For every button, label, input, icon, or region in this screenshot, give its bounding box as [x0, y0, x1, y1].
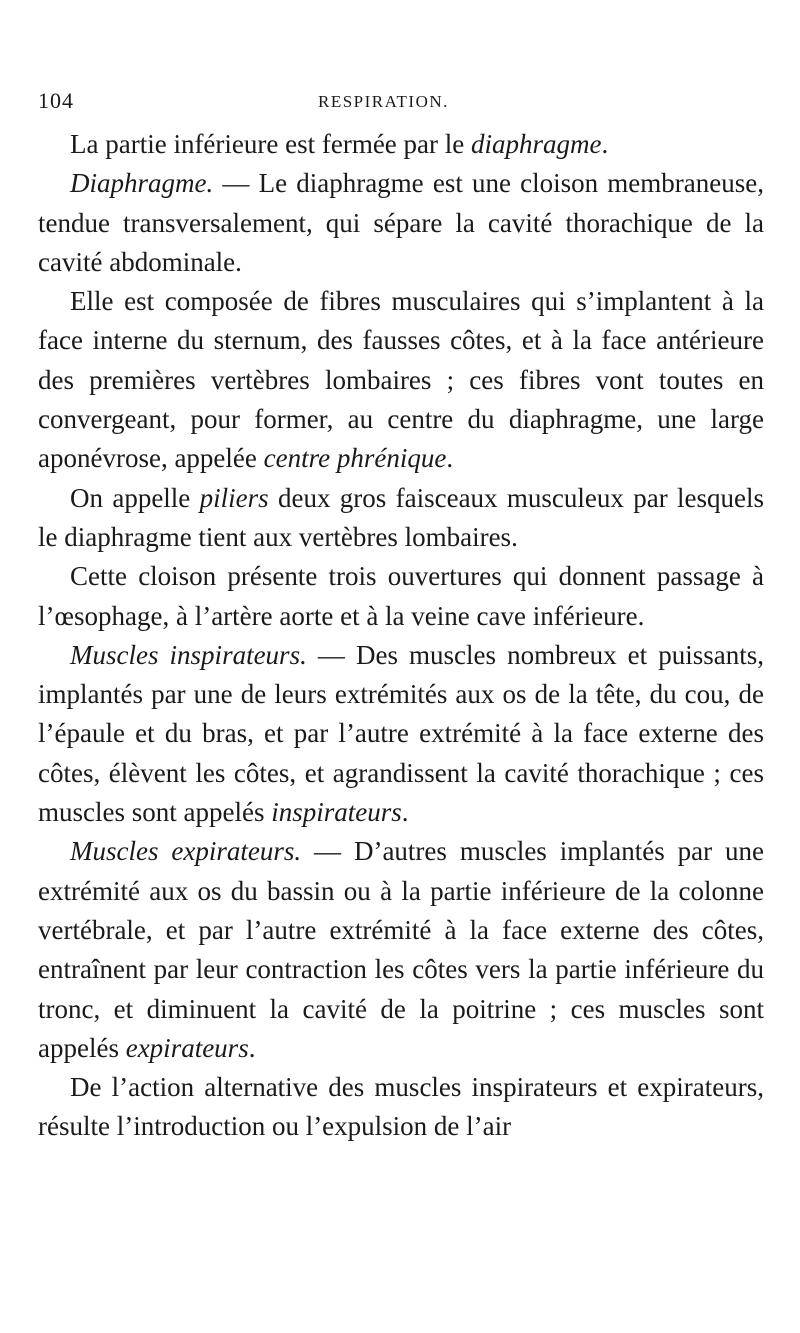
section-heading: Diaphragme.: [70, 168, 214, 199]
section-heading: Muscles inspirateurs.: [70, 639, 307, 670]
italic-term: diaphragme: [471, 129, 602, 159]
paragraph-text: .: [601, 129, 609, 159]
paragraph-text: .: [446, 443, 454, 474]
paragraph: [38, 557, 764, 636]
paragraph: [38, 282, 764, 478]
paragraph-text: — Le diaphragme est une cloison membraneuse, tendue transversalement, qui sépare la cavité thorachique de la cavité abdominale.: [38, 168, 764, 277]
paragraph-text: — Des muscles nombreux et puissants, implantés par une de leurs extrémités aux os de la tête, du cou, de l’épaule et du bras, et par l’autre extrémité à la face externe des côtes, élèvent les côtes, et agrandissent la cavité thorachique ; ces muscles sont appelés: [38, 639, 764, 828]
italic-term: expirateurs: [125, 1032, 249, 1063]
paragraph: [38, 832, 764, 1068]
paragraph: [38, 164, 764, 282]
section-heading: Muscles expirateurs.: [70, 836, 302, 867]
body-text: [38, 125, 764, 1147]
paragraph-text: La partie inférieure est fermée par le: [70, 129, 472, 159]
paragraph-text: .: [248, 1032, 256, 1063]
paragraph: [38, 1068, 764, 1147]
paragraph-text: — D’autres muscles implantés par une extrémité aux os du bassin ou à la partie inférieure de la colonne vertébrale, et par l’autre extrémité à la face externe des côtes, entraînent par leur contraction les côtes vers la partie inférieure du tronc, et diminuent la cavité de la poitrine ; ces muscles sont appelés: [38, 836, 764, 1063]
italic-term: piliers: [199, 482, 269, 513]
paragraph-text: De l’action alternative des muscles inspirateurs et expirateurs, résulte l’introduction ou l’expulsion de l’air: [38, 1072, 764, 1142]
paragraph-text: .: [401, 797, 409, 828]
paragraph-text: On appelle: [70, 482, 200, 513]
page-number: 104: [38, 88, 74, 113]
paragraph: [38, 125, 764, 164]
paragraph-text: Cette cloison présente trois ouvertures qui donnent passage à l’œsophage, à l’artère aorte et à la veine cave inférieure.: [38, 561, 764, 631]
paragraph-text: deux gros faisceaux musculeux par lesquels le diaphragme tient aux vertèbres lombaires.: [38, 482, 765, 552]
italic-term: inspirateurs: [271, 797, 402, 828]
paragraph: [38, 636, 764, 832]
page-header: [38, 88, 758, 118]
paragraph-text: Elle est composée de fibres musculaires qui s’implantent à la face interne du sternum, des fausses côtes, et à la face antérieure des premières vertèbres lombaires ; ces fibres vont toutes en convergeant, pour former, au centre du diaphragme, une large aponévrose, appelée: [38, 286, 764, 474]
paragraph: [38, 479, 764, 558]
italic-term: centre phrénique: [263, 443, 447, 474]
running-head: RESPIRATION.: [318, 92, 449, 111]
